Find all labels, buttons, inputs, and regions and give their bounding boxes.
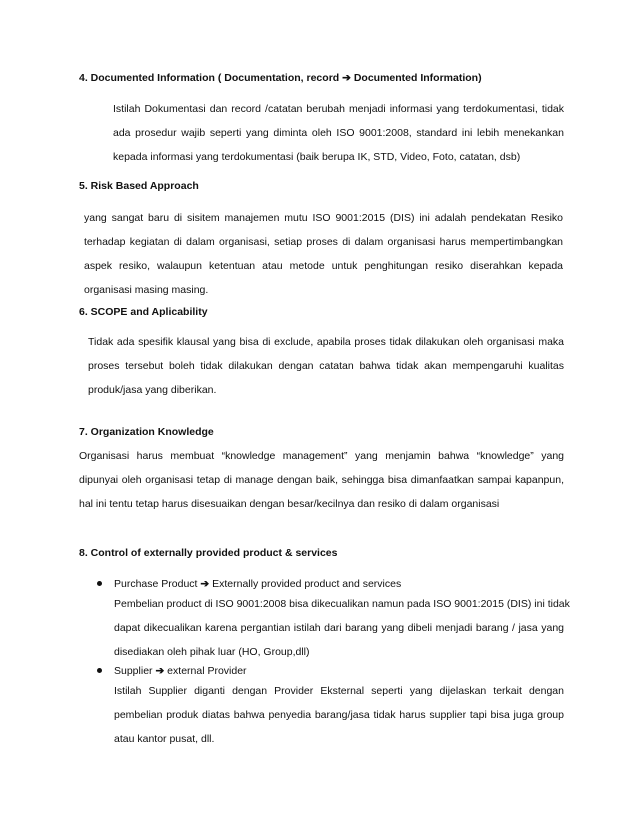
paragraph-line: Istilah Dokumentasi dan record /catatan berubah menjadi informasi yang terdokumentasi, tidak bbox=[113, 103, 564, 115]
bullet-icon bbox=[97, 668, 102, 673]
section-4-heading bbox=[79, 72, 482, 84]
paragraph-line: terhadap kegiatan di dalam organisasi, setiap proses di dalam organisasi harus mempertimbangkan bbox=[84, 236, 563, 248]
section-7-heading: 7. Organization Knowledge bbox=[79, 426, 214, 438]
paragraph-line: Tidak ada spesifik klausal yang bisa di exclude, apabila proses tidak dilakukan oleh organisasi maka bbox=[88, 336, 564, 348]
section-6-paragraph bbox=[88, 330, 564, 402]
section-5-heading: 5. Risk Based Approach bbox=[79, 180, 199, 192]
paragraph-line: pembelian produk diatas bahwa penyedia barang/jasa tidak harus supplier tapi bisa juga group bbox=[114, 709, 564, 721]
paragraph-line: hal ini tentu tetap harus disesuaikan dengan besar/kecilnya dan resiko di dalam organisasi bbox=[79, 498, 500, 510]
arrow-right-icon: ➔ bbox=[200, 578, 210, 590]
paragraph-line: yang sangat baru di sisitem manajemen mutu ISO 9001:2015 (DIS) ini adalah pendekatan Resiko bbox=[84, 212, 563, 224]
bullet-item-purchase bbox=[114, 572, 570, 664]
paragraph-line: dipunyai oleh organisasi tetap di manage dengan baik, sehingga bisa dimanfaatkan sampai kapanpun, bbox=[79, 474, 564, 486]
section-7-paragraph bbox=[79, 444, 564, 516]
paragraph-line: disediakan oleh pihak luar (HO, Group,dll) bbox=[114, 646, 310, 658]
paragraph-line: Organisasi harus membuat “knowledge management” yang menjamin bahwa “knowledge” yang bbox=[79, 450, 564, 462]
bullet-title-text: Supplier bbox=[114, 665, 156, 677]
paragraph-line: dapat dikecualikan karena pergantian istilah dari barang yang dibeli menjadi barang / jasa yang bbox=[114, 622, 564, 634]
bullet-icon bbox=[97, 581, 102, 586]
section-5-paragraph bbox=[84, 206, 563, 302]
paragraph-line: kepada informasi yang terdokumentasi (baik berupa IK, STD, Video, Foto, catatan, dsb) bbox=[113, 151, 521, 163]
paragraph-line: organisasi masing masing. bbox=[84, 284, 209, 296]
section-8-heading: 8. Control of externally provided product & services bbox=[79, 547, 338, 559]
bullet-title-text: Purchase Product bbox=[114, 578, 201, 590]
paragraph-line: aspek resiko, walaupun ketentuan atau metode untuk penghitungan resiko diserahkan kepada bbox=[84, 260, 563, 272]
bullet-item-supplier bbox=[114, 659, 564, 751]
section-4-paragraph bbox=[113, 97, 564, 169]
arrow-right-icon: ➔ bbox=[155, 665, 165, 677]
paragraph-line: ada prosedur wajib seperti yang diminta oleh ISO 9001:2008, standard ini lebih menekankan bbox=[113, 127, 564, 139]
paragraph-line: proses tersebut boleh tidak dilakukan dengan catatan bahwa tidak akan mempengaruhi kualitas bbox=[88, 360, 564, 372]
section-4-heading-text-end: Documented Information) bbox=[350, 72, 482, 84]
paragraph-line: produk/jasa yang diberikan. bbox=[88, 384, 217, 396]
paragraph-line: Pembelian product di ISO 9001:2008 bisa dikecualikan namun pada ISO 9001:2015 (DIS) ini tidak bbox=[114, 598, 570, 610]
bullet-title-text-end: Externally provided product and services bbox=[209, 578, 402, 590]
paragraph-line: Istilah Supplier diganti dengan Provider Eksternal seperti yang dijelaskan terkait dengan bbox=[114, 685, 564, 697]
section-6-heading: 6. SCOPE and Aplicability bbox=[79, 306, 208, 318]
arrow-right-icon: ➔ bbox=[342, 72, 351, 84]
bullet-title-text-end: external Provider bbox=[164, 665, 247, 677]
paragraph-line: atau kantor pusat, dll. bbox=[114, 733, 215, 745]
section-4-heading-text: 4. Documented Information ( Documentation, record bbox=[79, 72, 343, 84]
